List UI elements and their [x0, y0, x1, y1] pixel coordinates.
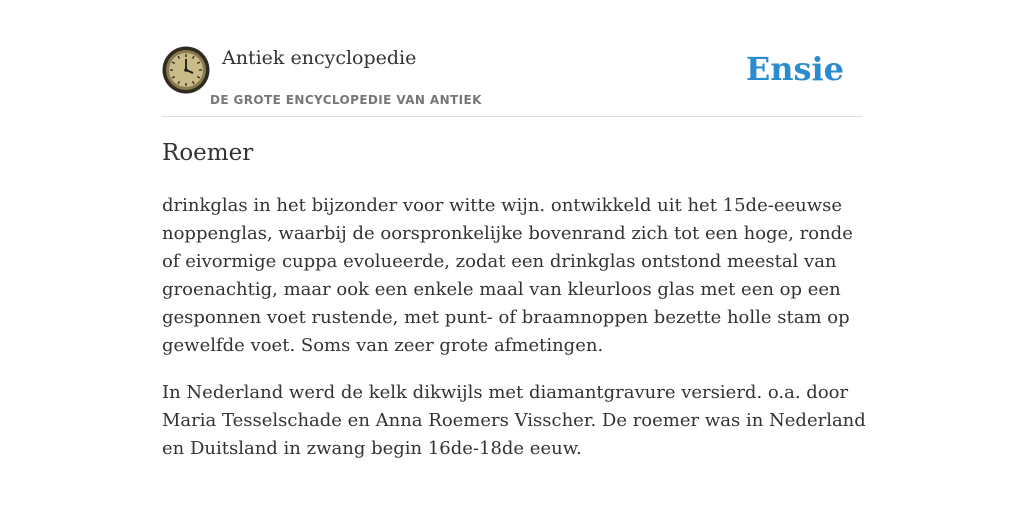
antique-clock-icon[interactable] — [162, 46, 210, 94]
ensie-brand-logo[interactable]: Ensie — [745, 50, 844, 88]
article-paragraph: In Nederland werd de kelk dikwijls met diamantgravure versierd. o.a. door Maria Tesselschade en Anna Roemers Visscher. De roemer was in Nederland en Duitsland in zwang begin 16de-18de eeuw. — [162, 382, 866, 459]
site-title[interactable]: Antiek encyclopedie — [222, 47, 417, 69]
article-paragraph: drinkglas in het bijzonder voor witte wijn. ontwikkeld uit het 15de-eeuwse noppenglas, waarbij de oorspronkelijke bovenrand zich tot een hoge, ronde of eivormige cuppa evolueerde, zodat een drinkglas ontstond meestal van groenachtig, maar ook een enkele maal van kleurloos glas met een op een gesponnen voet rustende, met punt- of braamnoppen bezette holle stam op gewelfde voet. Soms van zeer grote afmetingen. — [162, 195, 853, 356]
site-header — [162, 44, 862, 117]
article-body — [162, 192, 867, 482]
site-subtitle: DE GROTE ENCYCLOPEDIE VAN ANTIEK — [210, 93, 482, 107]
article-headword: Roemer — [162, 140, 254, 166]
